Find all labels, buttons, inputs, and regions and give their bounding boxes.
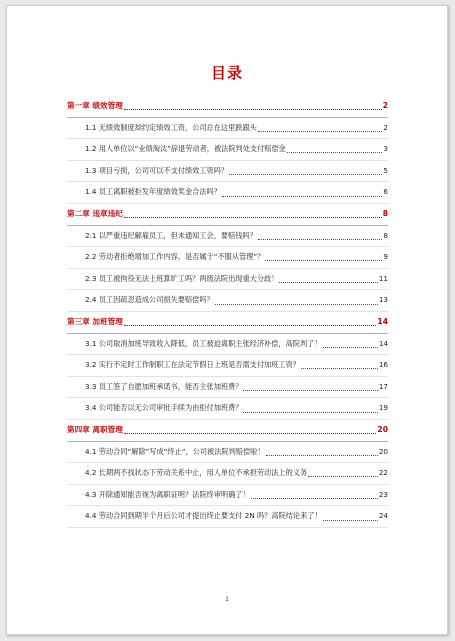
toc-chapter-entry[interactable] — [67, 96, 388, 118]
toc-entry-title: 第二章 违章违纪 — [67, 208, 123, 218]
document-page — [6, 5, 448, 635]
dot-leader — [215, 303, 378, 305]
toc-entry-title: 第一章 绩效管理 — [67, 101, 123, 110]
dot-leader — [265, 259, 382, 261]
dot-leader — [124, 108, 382, 110]
dot-leader — [279, 281, 377, 283]
dot-leader — [222, 195, 383, 197]
toc-entry-page-number: 17 — [378, 381, 388, 391]
toc-entry-title: 2.2 劳动者拒绝增加工作内容，是否属于“不服从管理”？ — [85, 252, 265, 262]
toc-entry-page-number: 24 — [378, 511, 388, 521]
toc-entry-title: 2.4 员工因疏忽造成公司损失要赔偿吗？ — [85, 295, 214, 305]
toc-entry-page-number: 5 — [383, 165, 388, 175]
toc-entry-title: 4.3 开除通知能否视为离职证明？法院终审明确了！ — [85, 489, 250, 499]
toc-chapter-entry[interactable] — [67, 420, 388, 442]
toc-entry-title: 3.3 员工签了自愿加班承诺书，能否主张加班费？ — [85, 381, 243, 391]
toc-section-entry[interactable] — [67, 485, 388, 507]
page-title: 目录 — [210, 64, 243, 82]
toc-section-entry[interactable] — [67, 398, 388, 420]
dot-leader — [323, 346, 378, 348]
toc-section-entry[interactable] — [67, 290, 388, 312]
toc-entry-page-number: 13 — [378, 295, 388, 305]
toc-section-entry[interactable] — [67, 226, 388, 248]
toc-entry-page-number: 8 — [383, 230, 388, 240]
dot-leader — [258, 238, 383, 240]
toc-entry-page-number: 20 — [378, 446, 388, 456]
toc-entry-page-number: 2 — [382, 101, 388, 110]
toc-entry-page-number: 22 — [378, 468, 388, 478]
toc-entry-page-number: 14 — [378, 338, 388, 348]
dot-leader — [301, 367, 378, 369]
toc-section-entry[interactable] — [67, 118, 388, 140]
toc-entry-title: 2.3 员工被拘役无法上班算旷工吗？两级法院出现重大分歧！ — [85, 273, 279, 283]
toc-section-entry[interactable] — [67, 269, 388, 291]
toc-chapter-entry[interactable] — [67, 312, 388, 334]
toc-entry-page-number: 23 — [378, 489, 388, 499]
toc-entry-title: 第四章 离职管理 — [67, 424, 123, 434]
dot-leader — [258, 130, 383, 132]
toc-entry-page-number: 11 — [378, 273, 388, 283]
toc-section-entry[interactable] — [67, 334, 388, 356]
dot-leader — [124, 324, 377, 326]
dot-leader — [229, 173, 382, 175]
toc-entry-title: 3.2 实行不定时工作制职工在法定节假日上班是否需支付加班工资？ — [85, 360, 300, 370]
toc-section-entry[interactable] — [67, 161, 388, 183]
toc-entry-title: 4.4 劳动合同到期半个月后公司才提出终止要支付 2N 吗？高院结论来了！ — [85, 511, 322, 521]
dot-leader — [266, 454, 378, 456]
toc-entry-title: 1.1 无绩效制度却约定绩效工资，公司总在这里跌跟头 — [85, 122, 257, 132]
toc-section-entry[interactable] — [67, 139, 388, 161]
table-of-contents — [67, 96, 388, 528]
toc-entry-page-number: 20 — [377, 424, 388, 434]
toc-chapter-entry[interactable] — [67, 204, 388, 226]
toc-section-entry[interactable] — [67, 463, 388, 485]
dot-leader — [251, 497, 378, 499]
dot-leader — [243, 389, 377, 391]
toc-entry-title: 1.4 员工离职被拒发年度绩效奖金合法吗？ — [85, 187, 221, 197]
toc-entry-page-number: 2 — [383, 122, 388, 132]
toc-entry-page-number: 8 — [382, 208, 388, 218]
toc-section-entry[interactable] — [67, 182, 388, 204]
toc-section-entry[interactable] — [67, 506, 388, 528]
toc-entry-page-number: 9 — [383, 252, 388, 262]
toc-entry-page-number: 16 — [378, 360, 388, 370]
toc-entry-title: 1.2 用人单位以“业绩淘汰”辞退劳动者，被法院判处支付赔偿金 — [85, 144, 286, 154]
toc-section-entry[interactable] — [67, 442, 388, 464]
toc-entry-title: 4.1 劳动合同“解除”写成“终止”，公司被法院判赔偿啦！ — [85, 446, 265, 456]
page-number: 1 — [225, 596, 229, 603]
toc-section-entry[interactable] — [67, 355, 388, 377]
dot-leader — [287, 151, 383, 153]
toc-entry-page-number: 19 — [378, 403, 388, 413]
toc-section-entry[interactable] — [67, 247, 388, 269]
toc-entry-page-number: 14 — [377, 316, 388, 326]
dot-leader — [323, 519, 378, 521]
dot-leader — [124, 432, 377, 434]
toc-entry-page-number: 6 — [383, 187, 388, 197]
toc-entry-title: 4.2 长期两不找状态下劳动关系中止，用人单位不承担劳动法上的义务 — [85, 468, 308, 478]
toc-section-entry[interactable] — [67, 377, 388, 399]
toc-entry-title: 3.1 公司取消加班导致收入降低，员工被迫离职主张经济补偿，高院判了！ — [85, 338, 322, 348]
toc-entry-page-number: 3 — [383, 144, 388, 154]
dot-leader — [124, 216, 382, 218]
toc-entry-title: 1.3 项目亏损，公司可以不支付绩效工资吗？ — [85, 165, 229, 175]
dot-leader — [308, 475, 378, 477]
dot-leader — [243, 411, 377, 413]
toc-entry-title: 2.1 以严重违纪解雇员工，但未通知工会，要赔钱吗？ — [85, 230, 257, 240]
toc-entry-title: 第三章 加班管理 — [67, 316, 123, 326]
toc-entry-title: 3.4 公司能否以无公司审批手续为由拒付加班费？ — [85, 403, 243, 413]
